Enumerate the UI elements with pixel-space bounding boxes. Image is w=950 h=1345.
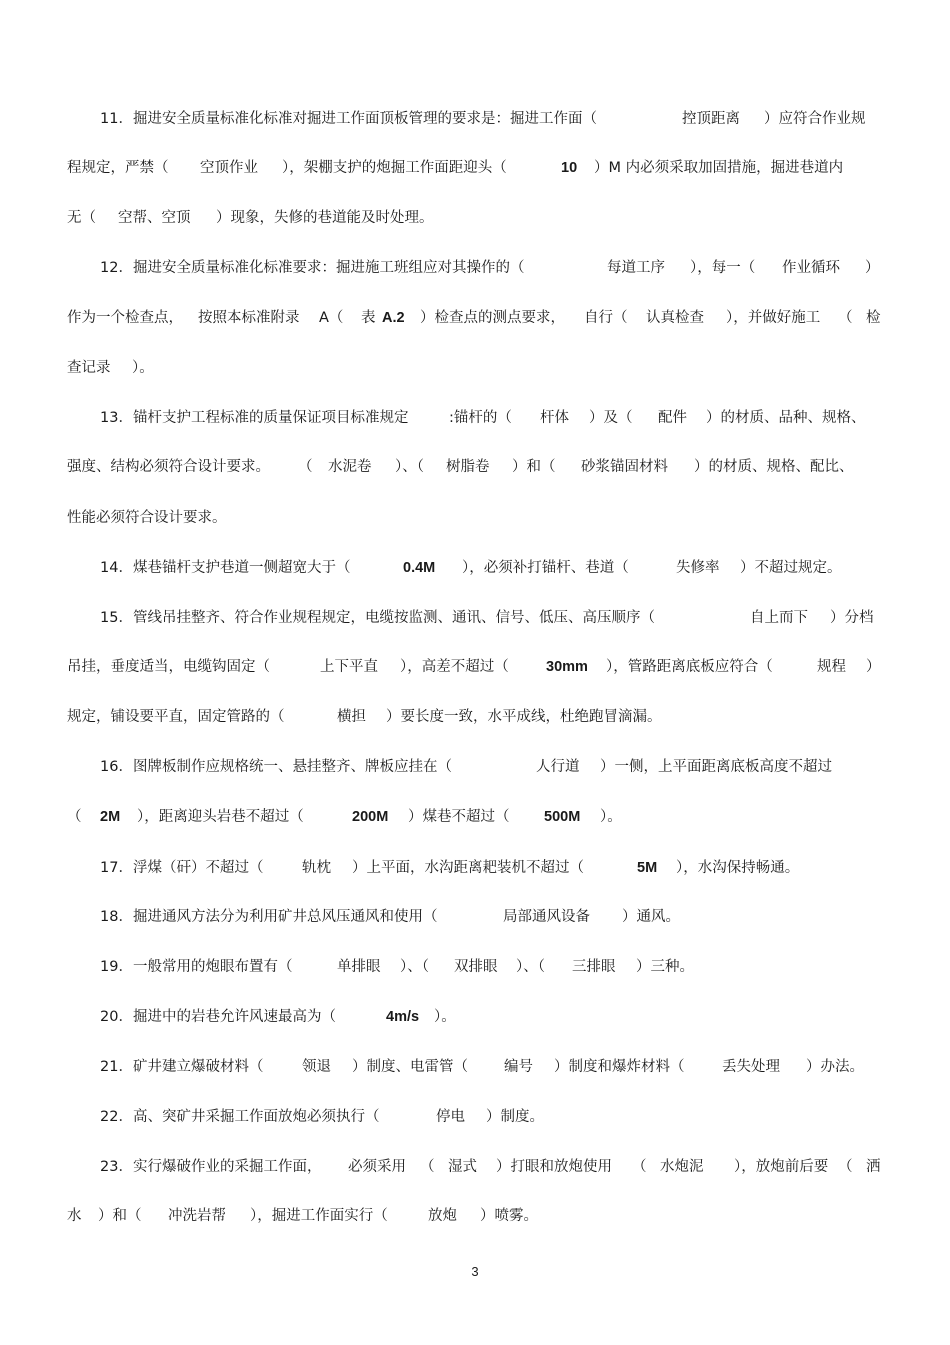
text-segment: ），掘进工作面实行（ <box>250 1208 388 1224</box>
text-segment: ）上平面，水沟距离耙装机不超过（ <box>352 860 584 876</box>
answer-text: 停电 <box>436 1109 465 1125</box>
text-segment: ）应符合作业规 <box>764 111 866 127</box>
text-segment: 20．掘进中的岩巷允许风速最高为（ <box>100 1009 336 1025</box>
text-segment: ）煤巷不超过（ <box>408 809 510 825</box>
answer-text: 砂浆锚固材料 <box>581 459 668 475</box>
text-line <box>0 1155 950 1179</box>
answer-text: 5M <box>637 860 658 876</box>
page-number: 3 <box>471 1264 479 1279</box>
text-segment: 无（ <box>67 210 96 226</box>
text-segment: 按照本标准附录 <box>198 310 300 326</box>
text-segment: （ <box>67 809 82 825</box>
answer-text: 空顶作业 <box>200 160 258 176</box>
answer-text: 0.4M <box>403 560 436 576</box>
text-segment: ）打眼和放炮使用 <box>496 1159 612 1175</box>
answer-text: 湿式 <box>448 1159 477 1175</box>
answer-text: 配件 <box>658 410 687 426</box>
text-line <box>0 606 950 630</box>
text-segment: ） <box>866 659 881 675</box>
text-segment: 必须采用 <box>348 1159 406 1175</box>
text-segment: 12．掘进安全质量标准化标准要求：掘进施工班组应对其操作的（ <box>100 260 525 276</box>
text-segment: 19．一般常用的炮眼布置有（ <box>100 959 293 975</box>
text-segment: 13．锚杆支护工程标准的质量保证项目标准规定 <box>100 410 409 426</box>
text-segment: （ <box>298 459 313 475</box>
answer-text: 杆体 <box>540 410 569 426</box>
text-segment: ） <box>865 260 880 276</box>
text-line <box>0 256 950 280</box>
text-segment: ）。 <box>434 1009 456 1025</box>
text-line <box>0 406 950 430</box>
text-segment: 强度、结构必须符合设计要求。 <box>67 459 270 475</box>
text-segment: 程规定，严禁（ <box>67 160 169 176</box>
text-segment: ）及（ <box>589 410 633 426</box>
text-line <box>0 805 950 829</box>
text-segment: 17．浮煤（矸）不超过（ <box>100 860 264 876</box>
text-segment: ）制度。 <box>486 1109 544 1125</box>
text-line <box>0 705 950 729</box>
text-segment: :锚杆的（ <box>449 410 512 426</box>
answer-text: 失修率 <box>676 560 720 576</box>
answer-text: 领退 <box>302 1059 331 1075</box>
text-segment: 吊挂，垂度适当，电缆钩固定（ <box>67 659 270 675</box>
answer-text: 10 <box>561 160 578 176</box>
text-segment: ）、（ <box>400 959 429 975</box>
text-segment: ）、（ <box>395 459 424 475</box>
answer-text: 横担 <box>337 709 366 725</box>
answer-text: A.2 <box>382 310 405 326</box>
answer-text: 水 <box>67 1208 82 1224</box>
text-segment: ）制度和爆炸材料（ <box>554 1059 685 1075</box>
answer-text: 认真检查 <box>646 310 704 326</box>
text-segment: ）一侧，上平面距离底板高度不超过 <box>600 759 832 775</box>
text-segment: 23．实行爆破作业的采掘工作面， <box>100 1159 322 1175</box>
text-line <box>0 306 950 330</box>
text-segment: ）的材质、规格、配比、 <box>694 459 854 475</box>
text-segment: ）三种。 <box>636 959 694 975</box>
text-line <box>0 156 950 180</box>
text-segment: ），必须补打锚杆、巷道（ <box>462 560 629 576</box>
answer-text: 洒 <box>866 1159 881 1175</box>
text-line <box>0 206 950 230</box>
answer-text: 双排眼 <box>454 959 498 975</box>
text-segment: 规定，铺设要平直，固定管路的（ <box>67 709 285 725</box>
text-segment: ）通风。 <box>622 909 680 925</box>
text-line <box>0 755 950 779</box>
answer-text: 放炮 <box>428 1208 457 1224</box>
answer-text: 每道工序 <box>607 260 665 276</box>
text-segment: （ <box>420 1159 435 1175</box>
text-segment: ），架棚支护的炮掘工作面距迎头（ <box>282 160 507 176</box>
answer-text: 2M <box>100 809 121 825</box>
text-segment: ），距离迎头岩巷不超过（ <box>137 809 304 825</box>
text-line <box>0 905 950 929</box>
text-segment: 作为一个检查点， <box>67 310 183 326</box>
answer-text: 三排眼 <box>572 959 616 975</box>
text-segment: 11．掘进安全质量标准化标准对掘进工作面顶板管理的要求是：掘进工作面（ <box>100 111 597 127</box>
text-segment: ），水沟保持畅通。 <box>676 860 800 876</box>
text-line <box>0 455 950 479</box>
text-segment: ）。 <box>600 809 622 825</box>
answer-text: 检 <box>866 310 881 326</box>
answer-text: 水炮泥 <box>660 1159 704 1175</box>
text-line <box>0 955 950 979</box>
answer-text: 丢失处理 <box>722 1059 780 1075</box>
text-line <box>0 556 950 580</box>
text-segment: （ <box>632 1159 647 1175</box>
answer-text: 控顶距离 <box>682 111 740 127</box>
text-segment: ）要长度一致，水平成线，杜绝跑冒滴漏。 <box>386 709 662 725</box>
answer-text: 500M <box>544 809 581 825</box>
answer-text: 冲洗岩帮 <box>168 1208 226 1224</box>
answer-text: 自上而下 <box>750 610 808 626</box>
answer-text: 规程 <box>817 659 846 675</box>
text-segment: ）和（ <box>98 1208 142 1224</box>
text-segment: ）分档 <box>830 610 874 626</box>
answer-text: 单排眼 <box>337 959 381 975</box>
text-segment: ）现象，失修的巷道能及时处理。 <box>216 210 434 226</box>
text-segment: 22．高、突矿井采掘工作面放炮必须执行（ <box>100 1109 380 1125</box>
answer-text: 查记录 <box>67 360 111 376</box>
text-line <box>0 1105 950 1129</box>
text-segment: ）不超过规定。 <box>740 560 842 576</box>
text-segment: ）喷雾。 <box>480 1208 538 1224</box>
text-segment: ），每一（ <box>690 260 756 276</box>
text-segment: ）的材质、品种、规格、 <box>706 410 866 426</box>
text-segment: 18．掘进通风方法分为利用矿井总风压通风和使用（ <box>100 909 438 925</box>
text-line <box>0 1204 950 1228</box>
text-line <box>0 1005 950 1029</box>
answer-text: 轨枕 <box>302 860 331 876</box>
text-segment: A（ <box>319 310 344 326</box>
text-segment: ）检查点的测点要求， <box>420 310 565 326</box>
text-segment: （ <box>838 1159 853 1175</box>
answer-text: 30mm <box>546 659 588 675</box>
answer-text: 空帮、空顶 <box>118 210 191 226</box>
text-line <box>0 356 950 380</box>
text-segment: 14．煤巷锚杆支护巷道一侧超宽大于（ <box>100 560 351 576</box>
text-segment: ），并做好施工 <box>726 310 821 326</box>
answer-text: 编号 <box>504 1059 533 1075</box>
answer-text: 200M <box>352 809 389 825</box>
answer-text: 局部通风设备 <box>503 909 590 925</box>
text-segment: ）办法。 <box>806 1059 864 1075</box>
text-segment: ）制度、电雷管（ <box>352 1059 468 1075</box>
text-segment: ）。 <box>132 360 154 376</box>
text-segment: 16．图牌板制作应规格统一、悬挂整齐、牌板应挂在（ <box>100 759 452 775</box>
text-segment: ）、（ <box>516 959 545 975</box>
answer-text: 水泥卷 <box>328 459 372 475</box>
text-segment: 15．管线吊挂整齐、符合作业规程规定，电缆按监测、通讯、信号、低压、高压顺序（ <box>100 610 655 626</box>
text-segment: 自行（ <box>584 310 628 326</box>
answer-text: 树脂卷 <box>446 459 490 475</box>
answer-text: 表 <box>361 310 376 326</box>
text-line <box>0 856 950 880</box>
text-line <box>0 107 950 131</box>
text-segment: ）M 内必须采取加固措施，掘进巷道内 <box>594 160 844 176</box>
text-segment: ），放炮前后要 <box>734 1159 829 1175</box>
text-segment: ），管路距离底板应符合（ <box>606 659 773 675</box>
text-segment: 21．矿井建立爆破材料（ <box>100 1059 264 1075</box>
answer-text: 作业循环 <box>782 260 840 276</box>
text-line <box>0 506 950 530</box>
answer-text: 人行道 <box>536 759 580 775</box>
text-segment: 性能必须符合设计要求。 <box>67 510 227 526</box>
answer-text: 上下平直 <box>320 659 378 675</box>
answer-text: 4m/s <box>386 1009 420 1025</box>
text-line <box>0 655 950 679</box>
text-segment: ），高差不超过（ <box>400 659 509 675</box>
text-segment: ）和（ <box>512 459 556 475</box>
text-line <box>0 1055 950 1079</box>
text-segment: （ <box>838 310 853 326</box>
